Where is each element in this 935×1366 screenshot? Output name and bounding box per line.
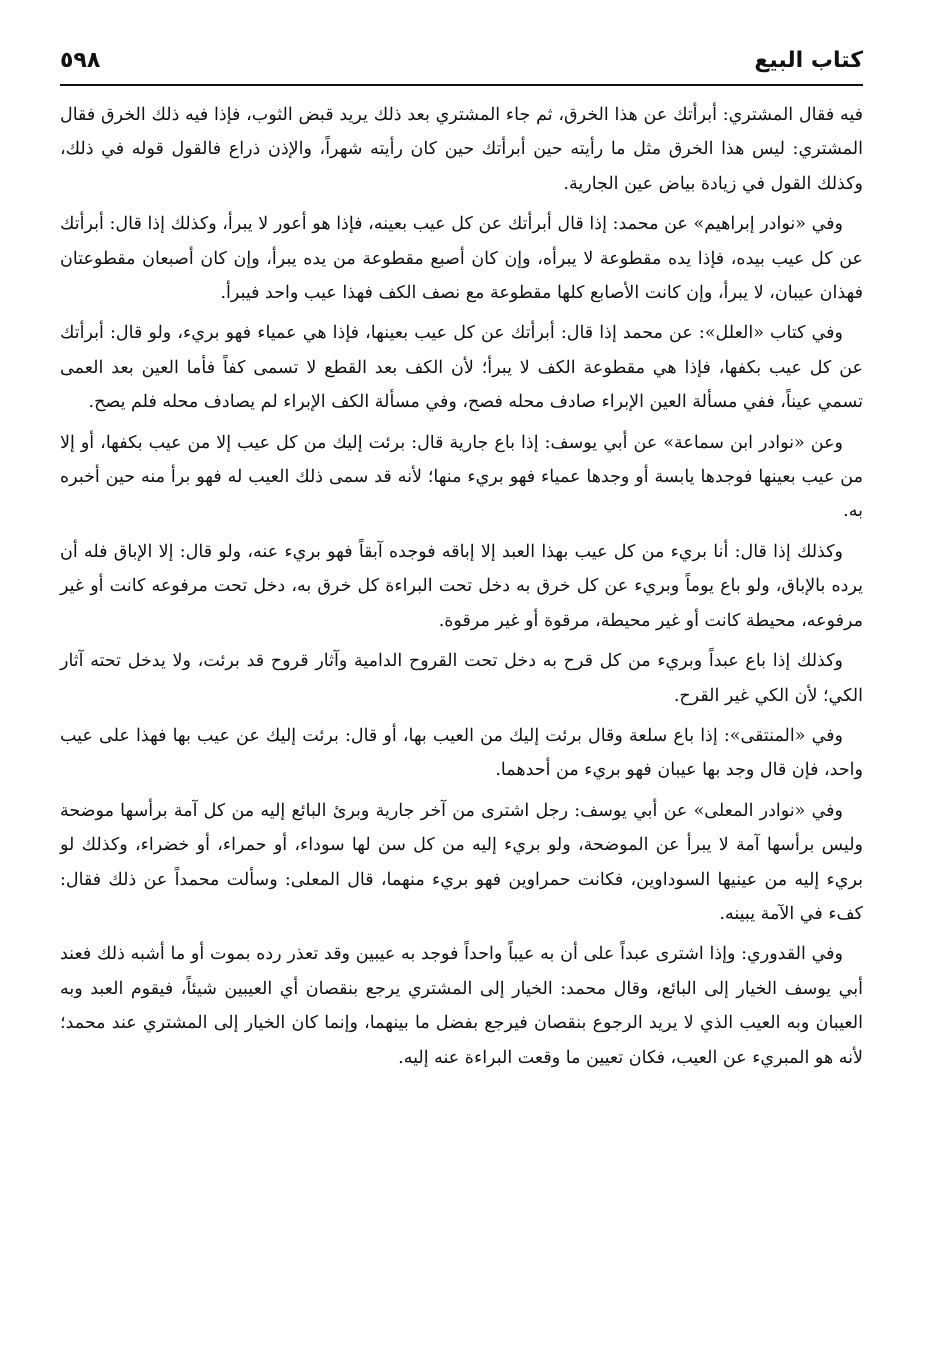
page-header <box>60 40 863 80</box>
paragraph: وكذلك إذا قال: أنا بريء من كل عيب بهذا العبد إلا إباقه فوجده آبقاً فهو بريء عنه، ولو قال: إلا الإباق فله أن يرده بالإباق، ولو باع يوماً وبريء عن كل خرق به دخل تحت البراءة كل خرق به، دخل تحت مرفوعه كانت أو غير مرفوعه، محيطة كانت أو غير محيطة، مرقوة أو غير مرقوة. <box>60 541 863 631</box>
page-number: ٥٩٨ <box>60 47 101 73</box>
page-body <box>60 98 863 1346</box>
paragraph: وكذلك إذا باع عبداً وبريء من كل قرح به دخل تحت القروح الدامية وآثار قروح قد برئت، ولا يدخل تحته آثار الكي؛ لأن الكي غير القرح. <box>60 651 863 706</box>
paragraph: وفي القدوري: وإذا اشترى عبداً على أن به عيباً واحداً فوجد به عيبين وقد تعذر رده بموت أو ما أشبه ذلك فعند أبي يوسف الخيار إلى البائع، وقال محمد: الخيار إلى المشتري يرجع بنقصان أي العيبين شيئاً، فيقوم العبد وبه العيبان وبه العيب الذي لا يريد الرجوع بنقصان فيرجع بفضل ما بينهما، وإنما كان الخيار إلى المشتري عند محمد؛ لأنه هو المبريء عن العيب، فكان تعيين ما وقعت البراءة عنه إليه. <box>60 944 863 1068</box>
book-title: كتاب البيع <box>754 47 863 73</box>
paragraph: وعن «نوادر ابن سماعة» عن أبي يوسف: إذا باع جارية قال: برئت إليك من كل عيب إلا من عيب بكفها، أو إلا من عيب بعينها فوجدها يابسة أو وجدها عمياء فهو بريء منها؛ لأنه قد سمى ذلك العيب له فهو برأ منه حين أخبره به. <box>60 432 863 522</box>
paragraph: وفي «نوادر إبراهيم» عن محمد: إذا قال أبرأتك عن كل عيب بعينه، فإذا هو أعور لا يبرأ، وكذلك إذا قال: أبرأتك عن كل عيب بيده، فإذا يده مقطوعة لا يبرأه، وإن كان أصبع مقطوعة من يده يبرأ، وإن كان أصبعان مقطوعتان فهذان عيبان، لا يبرأ، وإن كانت الأصابع كلها مقطوعة مع نصف الكف فهذا عيب واحد فيبرأ. <box>60 214 863 304</box>
paragraph: وفي كتاب «العلل»: عن محمد إذا قال: أبرأتك عن كل عيب بعينها، فإذا هي عمياء فهو بريء، ولو قال: أبرأتك عن كل عيب بكفها، فإذا هي مقطوعة الكف لا يبرأ؛ لأن الكف بعد القطع لا تسمى كفاً فأما العين بعد العمى تسمي عيناً، ففي مسألة العين الإبراء صادف محله فصح، وفي مسألة الكف الإبراء لم يصادف محله فلم يصح. <box>60 323 863 413</box>
paragraph: وفي «نوادر المعلى» عن أبي يوسف: رجل اشترى من آخر جارية وبرئ البائع إليه من كل آمة برأسها موضحة وليس برأسها آمة لا يبرأ عن الموضحة، ولو بريء إليه من كل سن لها سوداء، أو حمراء، أو خضراء، وكذلك لو بريء إليه من عينيها السوداوين، فكانت حمراوين فهو بريء منهما، قال المعلى: وسألت محمداً عن ذلك فقال: كفء في الآمة يبينه. <box>60 800 863 924</box>
header-divider <box>60 84 863 86</box>
paragraph: وفي «المنتقى»: إذا باع سلعة وقال برئت إليك من العيب بها، أو قال: برئت إليك عن عيب بها فهذا على عيب واحد، فإن قال وجد بها عيبان فهو بريء من أحدهما. <box>60 725 863 781</box>
paragraph: فيه فقال المشتري: أبرأتك عن هذا الخرق، ثم جاء المشتري بعد ذلك يريد قبض الثوب، فإذا فيه ذلك الخرق فقال المشتري: ليس هذا الخرق مثل ما رأيته حين أبرأتك حين كان رأيته شهراً، والإذن ذراع فالقول قوله في ذلك، وكذلك القول في زيادة بياض عين الجارية. <box>60 105 863 194</box>
